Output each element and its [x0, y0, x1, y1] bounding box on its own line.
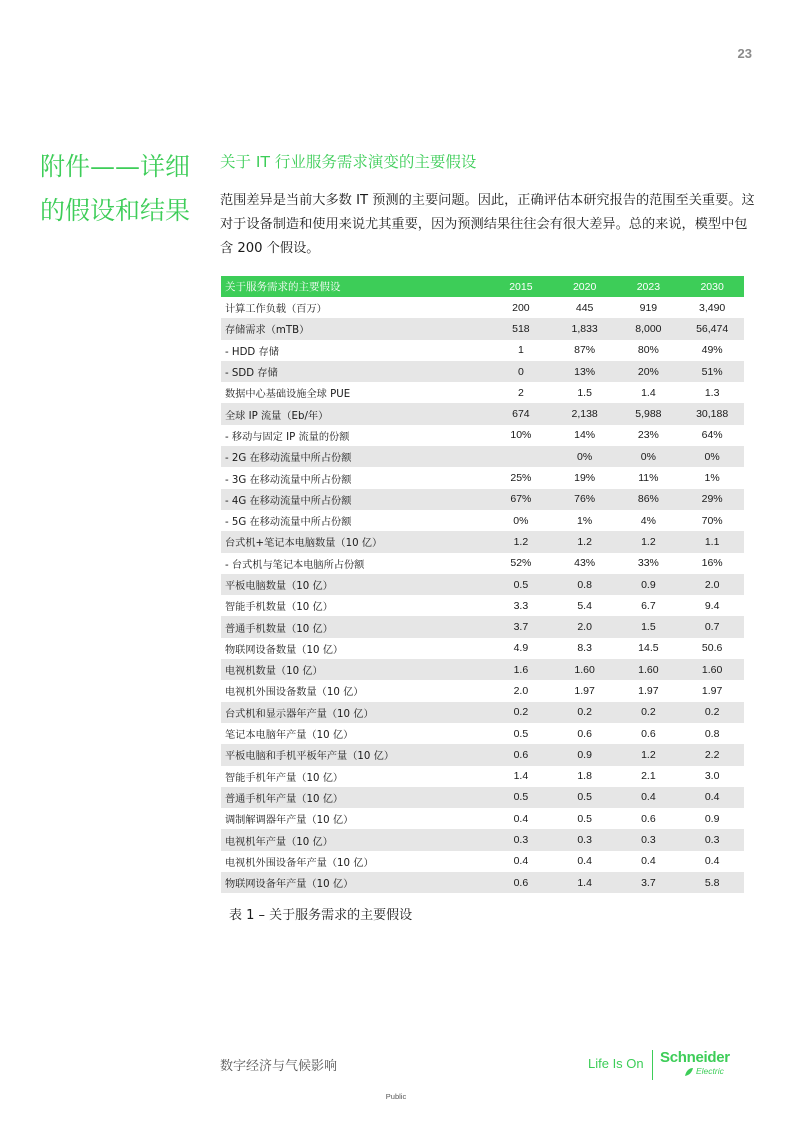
cell-2015: 0% [489, 510, 553, 531]
cell-2020: 87% [553, 340, 617, 361]
cell-2020: 5.4 [553, 595, 617, 616]
cell-2023: 4% [617, 510, 681, 531]
table-row [221, 297, 744, 318]
intro-text: 范围差异是当前大多数 IT 预测的主要问题。因此，正确评估本研究报告的范围至关重要。这对于设备制造和使用来说尤其重要，因为预测结果往往会有很大差异。总的来说，模型中包含 200 个假设。 [220, 193, 755, 256]
cell-2020: 1.97 [553, 680, 617, 701]
cell-2015: 0.5 [489, 723, 553, 744]
cell-2015: 0.5 [489, 787, 553, 808]
cell-2030: 70% [680, 510, 744, 531]
cell-2015: 0 [489, 361, 553, 382]
cell-2020: 0.6 [553, 723, 617, 744]
cell-2023: 2.1 [617, 766, 681, 787]
brand-divider [652, 1050, 653, 1080]
header-2020: 2020 [553, 276, 617, 297]
table-row [221, 382, 744, 403]
cell-2023: 80% [617, 340, 681, 361]
row-label: 全球 IP 流量（Eb/年） [221, 403, 489, 424]
cell-2020: 1.4 [553, 872, 617, 893]
cell-2023: 0.4 [617, 787, 681, 808]
row-label: 笔记本电脑年产量（10 亿） [221, 723, 489, 744]
cell-2020: 1.60 [553, 659, 617, 680]
cell-2015: 3.7 [489, 616, 553, 637]
table-row [221, 553, 744, 574]
cell-2023: 1.2 [617, 744, 681, 765]
cell-2030: 0.2 [680, 702, 744, 723]
table-row [221, 723, 744, 744]
row-label: - 4G 在移动流量中所占份额 [221, 489, 489, 510]
table-row [221, 766, 744, 787]
cell-2030: 3.0 [680, 766, 744, 787]
row-label: 电视机数量（10 亿） [221, 659, 489, 680]
table-row [221, 851, 744, 872]
page-number: 23 [737, 46, 752, 61]
cell-2015: 0.5 [489, 574, 553, 595]
intro-paragraph [220, 189, 760, 261]
cell-2030: 0.7 [680, 616, 744, 637]
cell-2015: 0.4 [489, 851, 553, 872]
cell-2015: 3.3 [489, 595, 553, 616]
cell-2030: 2.0 [680, 574, 744, 595]
cell-2023: 0.4 [617, 851, 681, 872]
cell-2023: 919 [617, 297, 681, 318]
cell-2020: 0.8 [553, 574, 617, 595]
cell-2030: 1.60 [680, 659, 744, 680]
table-header-row [221, 276, 744, 297]
cell-2020: 1.8 [553, 766, 617, 787]
table-row [221, 340, 744, 361]
cell-2015: 674 [489, 403, 553, 424]
cell-2030: 0% [680, 446, 744, 467]
cell-2020: 13% [553, 361, 617, 382]
cell-2023: 3.7 [617, 872, 681, 893]
cell-2020: 1% [553, 510, 617, 531]
cell-2023: 0.6 [617, 723, 681, 744]
cell-2023: 1.5 [617, 616, 681, 637]
cell-2030: 29% [680, 489, 744, 510]
cell-2020: 1,833 [553, 318, 617, 339]
row-label: 物联网设备年产量（10 亿） [221, 872, 489, 893]
header-2015: 2015 [489, 276, 553, 297]
cell-2015: 1.2 [489, 531, 553, 552]
cell-2030: 9.4 [680, 595, 744, 616]
cell-2030: 49% [680, 340, 744, 361]
cell-2015: 25% [489, 467, 553, 488]
cell-2030: 1.97 [680, 680, 744, 701]
cell-2020: 0.5 [553, 787, 617, 808]
header-label: 关于服务需求的主要假设 [221, 276, 489, 297]
header-2023: 2023 [617, 276, 681, 297]
row-label: 平板电脑数量（10 亿） [221, 574, 489, 595]
table-row [221, 446, 744, 467]
row-label: - HDD 存储 [221, 340, 489, 361]
table-row [221, 510, 744, 531]
cell-2020: 2,138 [553, 403, 617, 424]
cell-2015: 0.6 [489, 872, 553, 893]
cell-2020: 0.3 [553, 829, 617, 850]
table-row [221, 425, 744, 446]
cell-2015: 0.6 [489, 744, 553, 765]
cell-2020: 1.5 [553, 382, 617, 403]
table-caption: 表 1 – 关于服务需求的主要假设 [229, 908, 413, 923]
cell-2015 [489, 446, 553, 467]
cell-2023: 1.97 [617, 680, 681, 701]
cell-2023: 23% [617, 425, 681, 446]
cell-2023: 0.2 [617, 702, 681, 723]
row-label: 电视机年产量（10 亿） [221, 829, 489, 850]
cell-2015: 0.4 [489, 808, 553, 829]
cell-2030: 0.4 [680, 787, 744, 808]
schneider-leaf-icon [684, 1067, 694, 1077]
table-row [221, 403, 744, 424]
cell-2015: 1.6 [489, 659, 553, 680]
cell-2023: 1.60 [617, 659, 681, 680]
row-label: 普通手机年产量（10 亿） [221, 787, 489, 808]
row-label: 智能手机数量（10 亿） [221, 595, 489, 616]
header-2030: 2030 [680, 276, 744, 297]
cell-2023: 1.2 [617, 531, 681, 552]
cell-2023: 0.6 [617, 808, 681, 829]
brand-tagline: Life Is On [588, 1056, 644, 1071]
brand-sub: Electric [696, 1066, 724, 1076]
cell-2030: 1.3 [680, 382, 744, 403]
cell-2023: 33% [617, 553, 681, 574]
cell-2030: 50.6 [680, 638, 744, 659]
table-row [221, 872, 744, 893]
table-row [221, 808, 744, 829]
cell-2015: 2 [489, 382, 553, 403]
cell-2020: 0.5 [553, 808, 617, 829]
cell-2030: 51% [680, 361, 744, 382]
cell-2015: 1 [489, 340, 553, 361]
cell-2015: 518 [489, 318, 553, 339]
cell-2030: 56,474 [680, 318, 744, 339]
cell-2023: 20% [617, 361, 681, 382]
cell-2020: 43% [553, 553, 617, 574]
row-label: - SDD 存储 [221, 361, 489, 382]
cell-2030: 1.1 [680, 531, 744, 552]
cell-2023: 1.4 [617, 382, 681, 403]
table-row [221, 361, 744, 382]
brand-name: Schneider [660, 1049, 730, 1066]
table-row [221, 680, 744, 701]
section-heading: 关于 IT 行业服务需求演变的主要假设 [220, 153, 477, 171]
cell-2015: 10% [489, 425, 553, 446]
row-label: 平板电脑和手机平板年产量（10 亿） [221, 744, 489, 765]
cell-2030: 0.9 [680, 808, 744, 829]
cell-2030: 0.8 [680, 723, 744, 744]
cell-2020: 76% [553, 489, 617, 510]
cell-2030: 0.4 [680, 851, 744, 872]
cell-2020: 1.2 [553, 531, 617, 552]
row-label: 普通手机数量（10 亿） [221, 616, 489, 637]
brand-logo [588, 1046, 748, 1082]
cell-2015: 1.4 [489, 766, 553, 787]
table-row [221, 489, 744, 510]
table-row [221, 467, 744, 488]
row-label: 计算工作负载（百万） [221, 297, 489, 318]
table-row [221, 787, 744, 808]
cell-2015: 2.0 [489, 680, 553, 701]
row-label: 电视机外围设备年产量（10 亿） [221, 851, 489, 872]
cell-2023: 5,988 [617, 403, 681, 424]
cell-2015: 52% [489, 553, 553, 574]
side-title: 附件——详细的假设和结果 [40, 152, 191, 225]
cell-2015: 0.2 [489, 702, 553, 723]
cell-2020: 8.3 [553, 638, 617, 659]
cell-2030: 2.2 [680, 744, 744, 765]
cell-2023: 0% [617, 446, 681, 467]
table-row [221, 616, 744, 637]
row-label: 物联网设备数量（10 亿） [221, 638, 489, 659]
table-row [221, 638, 744, 659]
row-label: 数据中心基础设施全球 PUE [221, 382, 489, 403]
cell-2030: 3,490 [680, 297, 744, 318]
cell-2030: 64% [680, 425, 744, 446]
table-row [221, 829, 744, 850]
footer-title: 数字经济与气候影响 [220, 1059, 338, 1074]
cell-2030: 30,188 [680, 403, 744, 424]
cell-2020: 14% [553, 425, 617, 446]
cell-2030: 16% [680, 553, 744, 574]
cell-2023: 6.7 [617, 595, 681, 616]
cell-2023: 86% [617, 489, 681, 510]
cell-2030: 5.8 [680, 872, 744, 893]
cell-2020: 0.2 [553, 702, 617, 723]
table-row [221, 744, 744, 765]
classification-label: Public [385, 1092, 407, 1101]
table-row [221, 595, 744, 616]
cell-2023: 14.5 [617, 638, 681, 659]
row-label: 台式机和显示器年产量（10 亿） [221, 702, 489, 723]
assumptions-table [221, 276, 744, 893]
table-row [221, 702, 744, 723]
cell-2030: 0.3 [680, 829, 744, 850]
cell-2015: 4.9 [489, 638, 553, 659]
row-label: 电视机外围设备数量（10 亿） [221, 680, 489, 701]
cell-2020: 2.0 [553, 616, 617, 637]
cell-2020: 19% [553, 467, 617, 488]
row-label: - 5G 在移动流量中所占份额 [221, 510, 489, 531]
cell-2023: 11% [617, 467, 681, 488]
cell-2015: 0.3 [489, 829, 553, 850]
table-row [221, 531, 744, 552]
cell-2020: 0.4 [553, 851, 617, 872]
row-label: - 2G 在移动流量中所占份额 [221, 446, 489, 467]
cell-2015: 67% [489, 489, 553, 510]
table-row [221, 318, 744, 339]
table-body [221, 297, 744, 893]
row-label: 存储需求（mTB） [221, 318, 489, 339]
cell-2020: 445 [553, 297, 617, 318]
cell-2015: 200 [489, 297, 553, 318]
cell-2020: 0.9 [553, 744, 617, 765]
cell-2030: 1% [680, 467, 744, 488]
cell-2023: 0.3 [617, 829, 681, 850]
cell-2020: 0% [553, 446, 617, 467]
row-label: 智能手机年产量（10 亿） [221, 766, 489, 787]
table-row [221, 574, 744, 595]
cell-2023: 8,000 [617, 318, 681, 339]
row-label: - 3G 在移动流量中所占份额 [221, 467, 489, 488]
row-label: 台式机+笔记本电脑数量（10 亿） [221, 531, 489, 552]
row-label: - 台式机与笔记本电脑所占份额 [221, 553, 489, 574]
row-label: - 移动与固定 IP 流量的份额 [221, 425, 489, 446]
table-row [221, 659, 744, 680]
row-label: 调制解调器年产量（10 亿） [221, 808, 489, 829]
cell-2023: 0.9 [617, 574, 681, 595]
